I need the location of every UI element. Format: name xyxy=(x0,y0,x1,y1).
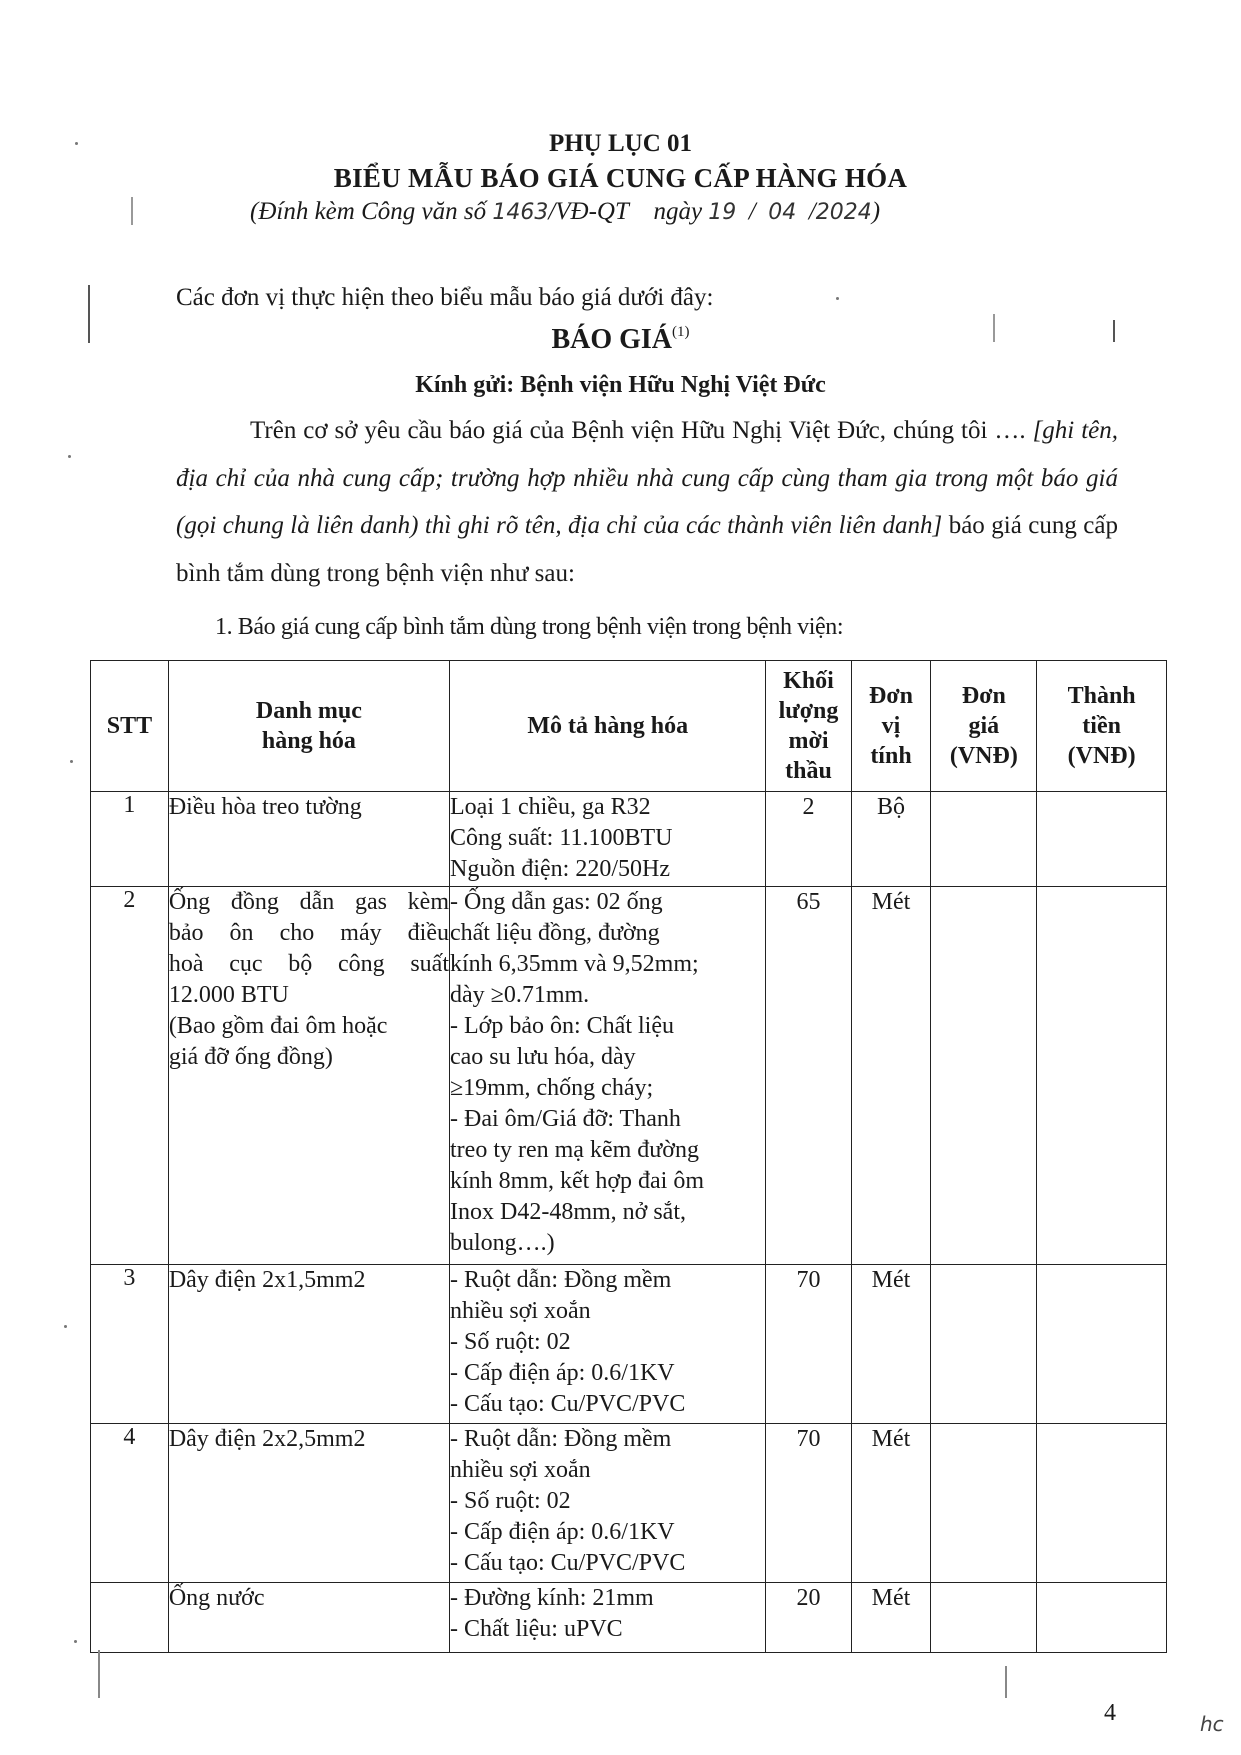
cell-unit-price xyxy=(931,1265,1037,1424)
cell-stt xyxy=(91,1583,169,1653)
cell-quantity: 2 xyxy=(766,792,851,887)
cell-stt: 2 xyxy=(91,887,169,1265)
table-row xyxy=(91,1424,1167,1583)
scan-mark xyxy=(1113,320,1115,342)
cell-description: Loại 1 chiều, ga R32 Công suất: 11.100BTU Nguồn điện: 220/50Hz xyxy=(450,792,766,887)
table-row xyxy=(91,1583,1167,1653)
goods-table xyxy=(90,660,1167,1653)
cell-quantity: 65 xyxy=(766,887,851,1265)
cell-unit-price xyxy=(931,792,1037,887)
cell-description: - Ruột dẫn: Đồng mềm nhiều sợi xoắn - Số ruột: 02 - Cấp điện áp: 0.6/1KV - Cấu tạo: Cu/PVC/PVC xyxy=(450,1265,766,1424)
cell-unit-price xyxy=(931,1424,1037,1583)
quote-title-text: BÁO GIÁ xyxy=(551,324,673,355)
cell-total xyxy=(1037,1424,1167,1583)
cell-unit-price xyxy=(931,887,1037,1265)
scan-speck xyxy=(74,1640,77,1643)
page-number: 4 xyxy=(1104,1700,1116,1726)
cell-description: - Ruột dẫn: Đồng mềm nhiều sợi xoắn - Số ruột: 02 - Cấp điện áp: 0.6/1KV - Cấu tạo: Cu/PVC/PVC xyxy=(450,1424,766,1583)
cell-unit-price xyxy=(931,1583,1037,1653)
paragraph-tail: báo giá cung cấp bình tắm dùng trong bệnh viện như sau: xyxy=(176,512,1118,587)
day-handwritten: 19 xyxy=(708,200,737,225)
cell-unit: Mét xyxy=(851,1583,931,1653)
paragraph-italic-instruction: [ghi tên, địa chỉ của nhà cung cấp; trường hợp nhiều nhà cung cấp cùng tham gia trong một báo giá (gọi chung là liên danh) thì ghi rõ tên, địa chỉ của các thành viên liên danh] xyxy=(176,417,1118,539)
cell-description: - Ống dẫn gas: 02 ống chất liệu đồng, đường kính 6,35mm và 9,52mm; dày ≥0.71mm. - Lớp bảo ôn: Chất liệu cao su lưu hóa, dày ≥19mm, chống cháy; - Đai ôm/Giá đỡ: Thanh treo ty ren mạ kẽm đường kính 8mm, kết hợp đai ôm Inox D42-48mm, nở sắt, bulong….) xyxy=(450,887,766,1265)
attachment-reference: (Đính kèm Công văn số 1463/VĐ-QT ngày 19 / 04 /2024) xyxy=(250,198,881,225)
cell-total xyxy=(1037,1583,1167,1653)
scan-mark xyxy=(131,197,133,225)
appendix-label: PHỤ LỤC 01 xyxy=(548,130,693,157)
recipient-line: Kính gửi: Bệnh viện Hữu Nghị Việt Đức xyxy=(415,372,826,398)
cell-unit: Bộ xyxy=(851,792,931,887)
month-handwritten: 04 xyxy=(768,200,797,225)
cell-name: Ống đồng dẫn gas kèm bảo ôn cho máy điều hoà cục bộ công suất 12.000 BTU (Bao gồm đai ôm hoặc giá đỡ ống đồng) xyxy=(168,887,449,1265)
date-label: ngày xyxy=(653,198,709,225)
paragraph-lead: Trên cơ sở yêu cầu báo giá của Bệnh viện Hữu Nghị Việt Đức, chúng tôi …. xyxy=(250,417,1026,444)
year-handwritten: 2024 xyxy=(815,200,872,225)
form-title: BIỂU MẪU BÁO GIÁ CUNG CẤP HÀNG HÓA xyxy=(333,163,908,193)
col-header-total: Thành tiền (VNĐ) xyxy=(1037,661,1167,792)
doc-number-handwritten: 1463 xyxy=(492,200,549,225)
quote-title xyxy=(0,324,1241,356)
intro-line: Các đơn vị thực hiện theo biểu mẫu báo giá dưới đây: xyxy=(176,284,714,311)
cell-quantity: 70 xyxy=(766,1424,851,1583)
col-header-unit: Đơn vị tính xyxy=(851,661,931,792)
intro-paragraph xyxy=(176,407,1118,597)
col-header-unit-price: Đơn giá (VNĐ) xyxy=(931,661,1037,792)
cell-unit: Mét xyxy=(851,887,931,1265)
scan-mark xyxy=(98,1650,100,1698)
scan-mark xyxy=(993,314,995,342)
section-heading: 1. Báo giá cung cấp bình tắm dùng trong bệnh viện trong bệnh viện: xyxy=(215,614,844,640)
cell-name: Dây điện 2x2,5mm2 xyxy=(168,1424,449,1583)
handwritten-initials: hc xyxy=(1200,1712,1224,1736)
cell-description: - Đường kính: 21mm - Chất liệu: uPVC xyxy=(450,1583,766,1653)
col-header-quantity: Khối lượng mời thầu xyxy=(766,661,851,792)
cell-quantity: 70 xyxy=(766,1265,851,1424)
scan-speck xyxy=(64,1325,67,1328)
scan-speck xyxy=(836,297,839,300)
attachment-close: ) xyxy=(871,198,881,225)
scan-speck xyxy=(68,455,71,458)
col-header-stt: STT xyxy=(91,661,169,792)
cell-unit: Mét xyxy=(851,1424,931,1583)
doc-suffix: /VĐ-QT xyxy=(548,198,629,225)
scan-mark xyxy=(88,285,90,343)
scan-mark xyxy=(1005,1666,1007,1698)
scan-speck xyxy=(75,142,78,145)
cell-name: Ống nước xyxy=(168,1583,449,1653)
col-header-name: Danh mục hàng hóa xyxy=(168,661,449,792)
table-header-row xyxy=(91,661,1167,792)
attachment-prefix: (Đính kèm Công văn số xyxy=(250,198,493,225)
table-row xyxy=(91,887,1167,1265)
cell-total xyxy=(1037,792,1167,887)
table-row xyxy=(91,1265,1167,1424)
cell-stt: 1 xyxy=(91,792,169,887)
quote-title-footnote: (1) xyxy=(672,324,690,340)
cell-total xyxy=(1037,1265,1167,1424)
cell-name: Điều hòa treo tường xyxy=(168,792,449,887)
cell-total xyxy=(1037,887,1167,1265)
cell-name: Dây điện 2x1,5mm2 xyxy=(168,1265,449,1424)
table-row xyxy=(91,792,1167,887)
cell-stt: 3 xyxy=(91,1265,169,1424)
cell-stt: 4 xyxy=(91,1424,169,1583)
scan-speck xyxy=(70,760,73,763)
cell-quantity: 20 xyxy=(766,1583,851,1653)
col-header-description: Mô tả hàng hóa xyxy=(450,661,766,792)
cell-unit: Mét xyxy=(851,1265,931,1424)
